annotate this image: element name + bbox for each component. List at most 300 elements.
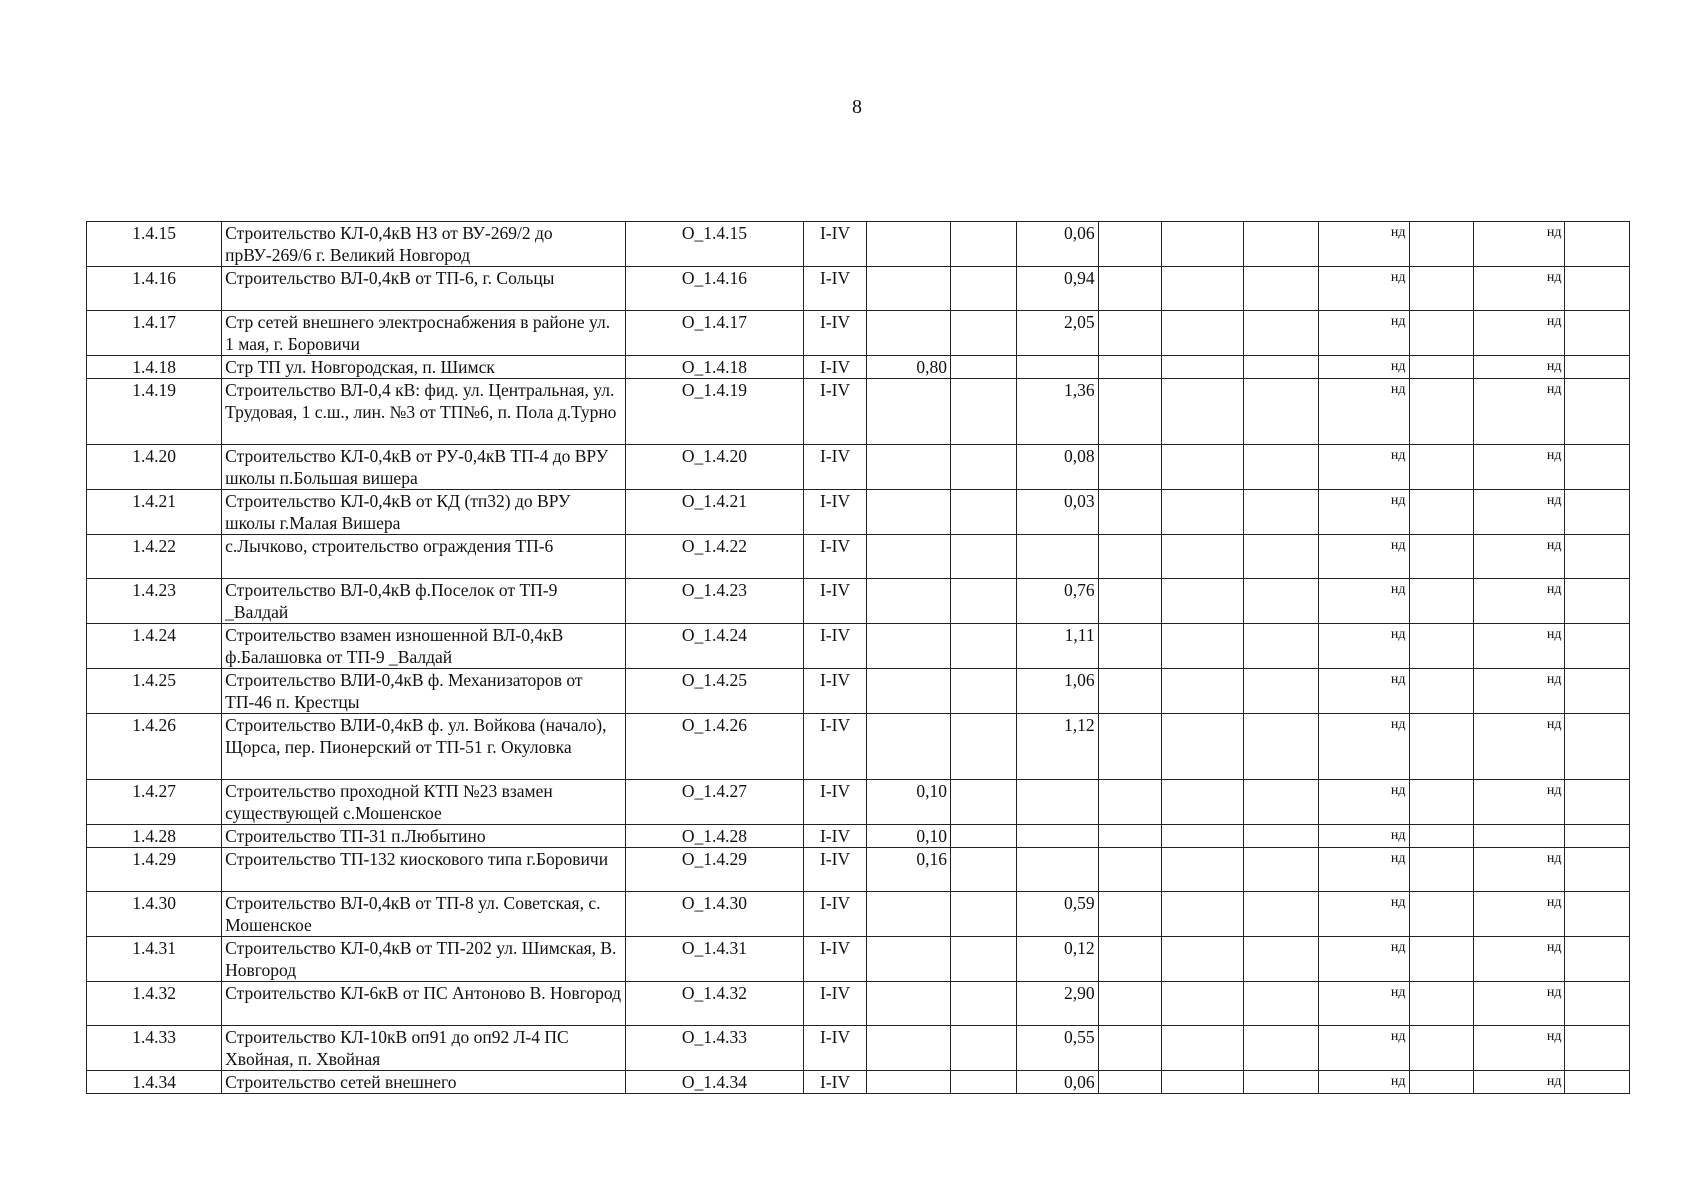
value-line-length: 0,55 — [1016, 1026, 1098, 1071]
project-code: О_1.4.16 — [625, 267, 804, 311]
empty-cell — [1244, 825, 1319, 848]
project-code: О_1.4.27 — [625, 780, 804, 825]
project-name: Строительство ВЛ-0,4кВ ф.Поселок от ТП-9 _Валдай — [222, 579, 625, 624]
project-name: Строительство КЛ-6кВ от ПС Антоново В. Новгород — [222, 982, 625, 1026]
table-row — [87, 356, 1630, 379]
empty-cell — [951, 1071, 1017, 1094]
project-name: Строительство ВЛ-0,4 кВ: фид. ул. Центральная, ул. Трудовая, 1 с.ш., лин. №3 от ТП№6, п. Пола д.Турно — [222, 379, 625, 445]
empty-cell — [1244, 714, 1319, 780]
empty-cell — [1162, 937, 1244, 982]
category: I-IV — [804, 579, 866, 624]
empty-cell — [1162, 780, 1244, 825]
empty-cell — [1098, 714, 1161, 780]
value-transformer — [866, 982, 950, 1026]
nd-value: нд — [1319, 982, 1409, 1026]
nd-value: нд — [1473, 1026, 1564, 1071]
project-code: О_1.4.18 — [625, 356, 804, 379]
empty-cell — [1409, 669, 1473, 714]
nd-value — [1473, 825, 1564, 848]
row-number: 1.4.15 — [87, 222, 222, 267]
project-code: О_1.4.15 — [625, 222, 804, 267]
empty-cell — [1162, 579, 1244, 624]
row-number: 1.4.26 — [87, 714, 222, 780]
row-number: 1.4.34 — [87, 1071, 222, 1094]
row-number: 1.4.17 — [87, 311, 222, 356]
table-row — [87, 311, 1630, 356]
empty-cell — [1098, 267, 1161, 311]
category: I-IV — [804, 669, 866, 714]
table-row — [87, 535, 1630, 579]
empty-cell — [951, 669, 1017, 714]
empty-cell — [1565, 825, 1630, 848]
empty-cell — [951, 311, 1017, 356]
value-line-length: 0,03 — [1016, 490, 1098, 535]
table-row — [87, 379, 1630, 445]
empty-cell — [1409, 937, 1473, 982]
page-number: 8 — [852, 96, 862, 118]
empty-cell — [1098, 982, 1161, 1026]
empty-cell — [1409, 356, 1473, 379]
value-line-length: 1,36 — [1016, 379, 1098, 445]
row-number: 1.4.29 — [87, 848, 222, 892]
category: I-IV — [804, 311, 866, 356]
value-line-length: 0,08 — [1016, 445, 1098, 490]
table-row — [87, 490, 1630, 535]
nd-value: нд — [1319, 535, 1409, 579]
empty-cell — [1244, 848, 1319, 892]
nd-value: нд — [1319, 892, 1409, 937]
project-name: Строительство сетей внешнего — [222, 1071, 625, 1094]
row-number: 1.4.22 — [87, 535, 222, 579]
value-line-length — [1016, 848, 1098, 892]
nd-value: нд — [1319, 1071, 1409, 1094]
empty-cell — [1565, 982, 1630, 1026]
category: I-IV — [804, 535, 866, 579]
empty-cell — [1565, 222, 1630, 267]
nd-value: нд — [1473, 669, 1564, 714]
value-line-length: 1,06 — [1016, 669, 1098, 714]
empty-cell — [951, 825, 1017, 848]
empty-cell — [1244, 982, 1319, 1026]
empty-cell — [1244, 445, 1319, 490]
empty-cell — [1244, 535, 1319, 579]
row-number: 1.4.16 — [87, 267, 222, 311]
row-number: 1.4.31 — [87, 937, 222, 982]
row-number: 1.4.21 — [87, 490, 222, 535]
empty-cell — [1565, 490, 1630, 535]
empty-cell — [951, 445, 1017, 490]
project-code: О_1.4.19 — [625, 379, 804, 445]
empty-cell — [1162, 825, 1244, 848]
project-name: Строительство КЛ-0,4кВ от РУ-0,4кВ ТП-4 до ВРУ школы п.Большая вишера — [222, 445, 625, 490]
category: I-IV — [804, 825, 866, 848]
value-transformer — [866, 892, 950, 937]
category: I-IV — [804, 848, 866, 892]
empty-cell — [1244, 356, 1319, 379]
empty-cell — [1244, 311, 1319, 356]
project-code: О_1.4.31 — [625, 937, 804, 982]
empty-cell — [1162, 535, 1244, 579]
empty-cell — [1162, 445, 1244, 490]
empty-cell — [1565, 311, 1630, 356]
empty-cell — [1409, 825, 1473, 848]
empty-cell — [1162, 624, 1244, 669]
empty-cell — [1244, 267, 1319, 311]
nd-value: нд — [1319, 311, 1409, 356]
row-number: 1.4.25 — [87, 669, 222, 714]
empty-cell — [951, 892, 1017, 937]
empty-cell — [1565, 379, 1630, 445]
nd-value: нд — [1473, 311, 1564, 356]
nd-value: нд — [1473, 490, 1564, 535]
empty-cell — [1162, 714, 1244, 780]
value-transformer — [866, 535, 950, 579]
value-transformer — [866, 445, 950, 490]
empty-cell — [951, 714, 1017, 780]
nd-value: нд — [1319, 379, 1409, 445]
nd-value: нд — [1319, 579, 1409, 624]
empty-cell — [951, 937, 1017, 982]
category: I-IV — [804, 445, 866, 490]
value-line-length: 0,94 — [1016, 267, 1098, 311]
empty-cell — [1244, 892, 1319, 937]
empty-cell — [1565, 267, 1630, 311]
row-number: 1.4.30 — [87, 892, 222, 937]
project-name: Строительство ТП-31 п.Любытино — [222, 825, 625, 848]
value-transformer: 0,16 — [866, 848, 950, 892]
table-row — [87, 579, 1630, 624]
project-code: О_1.4.28 — [625, 825, 804, 848]
empty-cell — [1098, 222, 1161, 267]
table-row — [87, 982, 1630, 1026]
nd-value: нд — [1319, 848, 1409, 892]
empty-cell — [1162, 222, 1244, 267]
empty-cell — [1565, 445, 1630, 490]
value-transformer — [866, 579, 950, 624]
table-row — [87, 267, 1630, 311]
category: I-IV — [804, 222, 866, 267]
value-transformer: 0,80 — [866, 356, 950, 379]
project-code: О_1.4.34 — [625, 1071, 804, 1094]
empty-cell — [1098, 490, 1161, 535]
table-row — [87, 1071, 1630, 1094]
table-row — [87, 825, 1630, 848]
value-transformer — [866, 311, 950, 356]
empty-cell — [1409, 892, 1473, 937]
row-number: 1.4.32 — [87, 982, 222, 1026]
nd-value: нд — [1319, 1026, 1409, 1071]
empty-cell — [951, 535, 1017, 579]
project-code: О_1.4.23 — [625, 579, 804, 624]
nd-value: нд — [1473, 222, 1564, 267]
empty-cell — [1409, 848, 1473, 892]
project-name: Строительство КЛ-0,4кВ НЗ от ВУ-269/2 до прВУ-269/6 г. Великий Новгород — [222, 222, 625, 267]
empty-cell — [951, 1026, 1017, 1071]
value-line-length: 1,12 — [1016, 714, 1098, 780]
value-line-length — [1016, 780, 1098, 825]
empty-cell — [1565, 1071, 1630, 1094]
project-name: Строительство КЛ-0,4кВ от ТП-202 ул. Шимская, В. Новгород — [222, 937, 625, 982]
empty-cell — [1162, 1071, 1244, 1094]
nd-value: нд — [1319, 669, 1409, 714]
project-code: О_1.4.24 — [625, 624, 804, 669]
empty-cell — [951, 579, 1017, 624]
empty-cell — [1244, 1071, 1319, 1094]
table-row — [87, 669, 1630, 714]
value-transformer — [866, 267, 950, 311]
category: I-IV — [804, 1026, 866, 1071]
value-transformer — [866, 714, 950, 780]
empty-cell — [1098, 825, 1161, 848]
empty-cell — [1565, 714, 1630, 780]
value-line-length: 2,05 — [1016, 311, 1098, 356]
value-transformer — [866, 1026, 950, 1071]
nd-value: нд — [1319, 267, 1409, 311]
table-row — [87, 937, 1630, 982]
value-transformer: 0,10 — [866, 825, 950, 848]
empty-cell — [1565, 892, 1630, 937]
nd-value: нд — [1319, 445, 1409, 490]
empty-cell — [1409, 714, 1473, 780]
empty-cell — [1244, 579, 1319, 624]
empty-cell — [1162, 1026, 1244, 1071]
empty-cell — [1409, 535, 1473, 579]
empty-cell — [1565, 535, 1630, 579]
empty-cell — [951, 267, 1017, 311]
category: I-IV — [804, 982, 866, 1026]
project-name: Строительство КЛ-10кВ оп91 до оп92 Л-4 ПС Хвойная, п. Хвойная — [222, 1026, 625, 1071]
empty-cell — [951, 780, 1017, 825]
value-transformer — [866, 222, 950, 267]
row-number: 1.4.23 — [87, 579, 222, 624]
empty-cell — [1162, 490, 1244, 535]
project-name: Строительство ВЛИ-0,4кВ ф. ул. Войкова (начало), Щорса, пер. Пионерский от ТП-51 г. Окуловка — [222, 714, 625, 780]
empty-cell — [1565, 356, 1630, 379]
nd-value: нд — [1473, 379, 1564, 445]
empty-cell — [1565, 1026, 1630, 1071]
empty-cell — [951, 848, 1017, 892]
nd-value: нд — [1319, 222, 1409, 267]
empty-cell — [1162, 892, 1244, 937]
empty-cell — [1409, 222, 1473, 267]
empty-cell — [951, 356, 1017, 379]
row-number: 1.4.27 — [87, 780, 222, 825]
project-name: Строительство проходной КТП №23 взамен существующей с.Мошенское — [222, 780, 625, 825]
value-line-length: 2,90 — [1016, 982, 1098, 1026]
empty-cell — [1098, 848, 1161, 892]
row-number: 1.4.33 — [87, 1026, 222, 1071]
nd-value: нд — [1319, 825, 1409, 848]
empty-cell — [1244, 490, 1319, 535]
empty-cell — [1244, 937, 1319, 982]
nd-value: нд — [1473, 892, 1564, 937]
empty-cell — [1565, 848, 1630, 892]
row-number: 1.4.24 — [87, 624, 222, 669]
project-code: О_1.4.25 — [625, 669, 804, 714]
project-code: О_1.4.32 — [625, 982, 804, 1026]
empty-cell — [1409, 311, 1473, 356]
empty-cell — [951, 379, 1017, 445]
empty-cell — [1098, 445, 1161, 490]
category: I-IV — [804, 780, 866, 825]
empty-cell — [1244, 669, 1319, 714]
project-code: О_1.4.17 — [625, 311, 804, 356]
empty-cell — [1565, 937, 1630, 982]
project-code: О_1.4.33 — [625, 1026, 804, 1071]
empty-cell — [1098, 311, 1161, 356]
empty-cell — [1244, 624, 1319, 669]
empty-cell — [1409, 1071, 1473, 1094]
empty-cell — [1409, 624, 1473, 669]
empty-cell — [1162, 379, 1244, 445]
nd-value: нд — [1473, 780, 1564, 825]
nd-value: нд — [1473, 445, 1564, 490]
empty-cell — [1098, 669, 1161, 714]
row-number: 1.4.20 — [87, 445, 222, 490]
empty-cell — [1098, 624, 1161, 669]
project-name: Строительство КЛ-0,4кВ от КД (тп32) до ВРУ школы г.Малая Вишера — [222, 490, 625, 535]
empty-cell — [1098, 379, 1161, 445]
empty-cell — [1244, 1026, 1319, 1071]
row-number: 1.4.28 — [87, 825, 222, 848]
table-row — [87, 848, 1630, 892]
value-transformer — [866, 937, 950, 982]
project-name: Строительство ТП-132 киоскового типа г.Боровичи — [222, 848, 625, 892]
project-name: Строительство взамен изношенной ВЛ-0,4кВ ф.Балашовка от ТП-9 _Валдай — [222, 624, 625, 669]
nd-value: нд — [1319, 356, 1409, 379]
table-body — [87, 222, 1630, 1094]
table-row — [87, 222, 1630, 267]
category: I-IV — [804, 624, 866, 669]
empty-cell — [1162, 982, 1244, 1026]
value-line-length — [1016, 356, 1098, 379]
project-name: Стр сетей внешнего электроснабжения в районе ул. 1 мая, г. Боровичи — [222, 311, 625, 356]
project-name: Строительство ВЛИ-0,4кВ ф. Механизаторов от ТП-46 п. Крестцы — [222, 669, 625, 714]
category: I-IV — [804, 892, 866, 937]
nd-value: нд — [1473, 714, 1564, 780]
empty-cell — [951, 222, 1017, 267]
nd-value: нд — [1473, 982, 1564, 1026]
empty-cell — [1162, 267, 1244, 311]
empty-cell — [1098, 937, 1161, 982]
category: I-IV — [804, 267, 866, 311]
category: I-IV — [804, 937, 866, 982]
empty-cell — [951, 490, 1017, 535]
empty-cell — [1098, 1071, 1161, 1094]
empty-cell — [1409, 579, 1473, 624]
nd-value: нд — [1473, 267, 1564, 311]
value-transformer — [866, 1071, 950, 1094]
project-code: О_1.4.30 — [625, 892, 804, 937]
empty-cell — [1565, 624, 1630, 669]
empty-cell — [1409, 1026, 1473, 1071]
empty-cell — [1098, 780, 1161, 825]
empty-cell — [1098, 356, 1161, 379]
table-row — [87, 714, 1630, 780]
category: I-IV — [804, 490, 866, 535]
empty-cell — [1098, 892, 1161, 937]
project-name: Стр ТП ул. Новгородская, п. Шимск — [222, 356, 625, 379]
table-row — [87, 780, 1630, 825]
project-name: с.Лычково, строительство ограждения ТП-6 — [222, 535, 625, 579]
empty-cell — [1409, 780, 1473, 825]
empty-cell — [1244, 780, 1319, 825]
value-transformer — [866, 624, 950, 669]
value-transformer — [866, 669, 950, 714]
project-name: Строительство ВЛ-0,4кВ от ТП-6, г. Сольцы — [222, 267, 625, 311]
empty-cell — [1162, 311, 1244, 356]
nd-value: нд — [1473, 624, 1564, 669]
nd-value: нд — [1319, 780, 1409, 825]
empty-cell — [1409, 490, 1473, 535]
value-line-length: 0,06 — [1016, 222, 1098, 267]
value-line-length — [1016, 825, 1098, 848]
category: I-IV — [804, 379, 866, 445]
empty-cell — [1409, 445, 1473, 490]
value-line-length: 1,11 — [1016, 624, 1098, 669]
value-line-length: 0,59 — [1016, 892, 1098, 937]
empty-cell — [1098, 579, 1161, 624]
row-number: 1.4.19 — [87, 379, 222, 445]
category: I-IV — [804, 1071, 866, 1094]
row-number: 1.4.18 — [87, 356, 222, 379]
table-row — [87, 892, 1630, 937]
value-line-length — [1016, 535, 1098, 579]
empty-cell — [1565, 780, 1630, 825]
empty-cell — [1409, 267, 1473, 311]
project-code: О_1.4.20 — [625, 445, 804, 490]
value-transformer — [866, 379, 950, 445]
empty-cell — [1244, 379, 1319, 445]
nd-value: нд — [1473, 937, 1564, 982]
table-row — [87, 624, 1630, 669]
empty-cell — [1244, 222, 1319, 267]
nd-value: нд — [1473, 356, 1564, 379]
empty-cell — [951, 982, 1017, 1026]
category: I-IV — [804, 714, 866, 780]
value-line-length: 0,12 — [1016, 937, 1098, 982]
category: I-IV — [804, 356, 866, 379]
empty-cell — [1409, 982, 1473, 1026]
empty-cell — [1098, 535, 1161, 579]
empty-cell — [1409, 379, 1473, 445]
empty-cell — [1565, 669, 1630, 714]
empty-cell — [1565, 579, 1630, 624]
project-code: О_1.4.22 — [625, 535, 804, 579]
project-name: Строительство ВЛ-0,4кВ от ТП-8 ул. Советская, с. Мошенское — [222, 892, 625, 937]
project-code: О_1.4.29 — [625, 848, 804, 892]
nd-value: нд — [1473, 1071, 1564, 1094]
table-row — [87, 445, 1630, 490]
empty-cell — [1162, 848, 1244, 892]
project-code: О_1.4.21 — [625, 490, 804, 535]
empty-cell — [1098, 1026, 1161, 1071]
nd-value: нд — [1319, 714, 1409, 780]
nd-value: нд — [1319, 490, 1409, 535]
value-line-length: 0,76 — [1016, 579, 1098, 624]
empty-cell — [1162, 356, 1244, 379]
empty-cell — [1162, 669, 1244, 714]
projects-table — [86, 221, 1630, 1094]
nd-value: нд — [1319, 937, 1409, 982]
value-transformer — [866, 490, 950, 535]
value-transformer: 0,10 — [866, 780, 950, 825]
nd-value: нд — [1473, 848, 1564, 892]
empty-cell — [951, 624, 1017, 669]
table-row — [87, 1026, 1630, 1071]
nd-value: нд — [1473, 579, 1564, 624]
value-line-length: 0,06 — [1016, 1071, 1098, 1094]
